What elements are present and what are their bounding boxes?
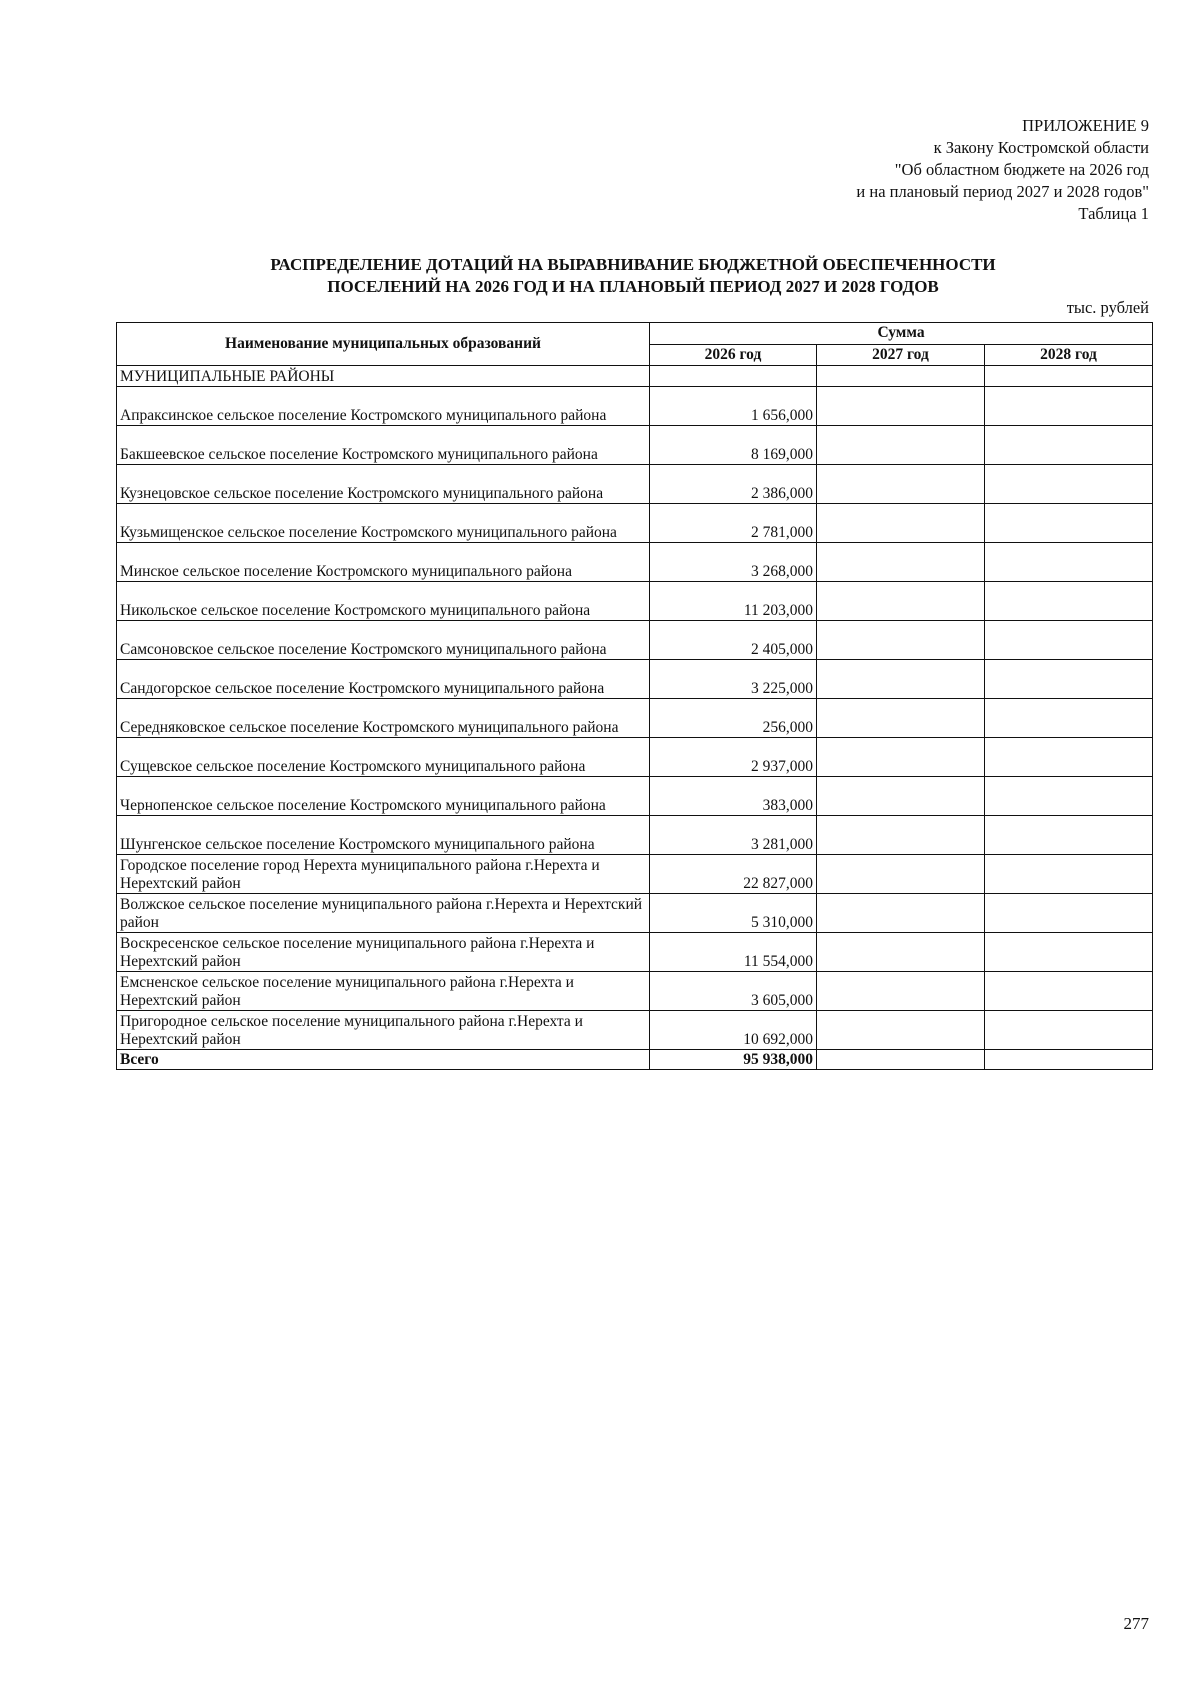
settlement-name: Воскресенское сельское поселение муниципального района г.Нерехта и Нерехтский район (117, 933, 650, 972)
settlement-name: Минское сельское поселение Костромского муниципального района (117, 543, 650, 582)
table-row (117, 738, 1153, 777)
appendix-law: к Закону Костромской области (933, 138, 1149, 157)
amount-2027 (817, 933, 985, 972)
amount-2028 (985, 621, 1153, 660)
table-row (117, 933, 1153, 972)
document-title-line-2: ПОСЕЛЕНИЙ НА 2026 ГОД И НА ПЛАНОВЫЙ ПЕРИОД 2027 И 2028 ГОДОВ (327, 277, 939, 296)
table-row (117, 660, 1153, 699)
table-row (117, 465, 1153, 504)
amount-2026: 3 268,000 (650, 543, 817, 582)
amount-2027 (817, 816, 985, 855)
settlement-name: Емсненское сельское поселение муниципального района г.Нерехта и Нерехтский район (117, 972, 650, 1011)
amount-2026: 22 827,000 (650, 855, 817, 894)
settlement-name: Чернопенское сельское поселение Костромского муниципального района (117, 777, 650, 816)
table-row (117, 1011, 1153, 1050)
amount-2026: 383,000 (650, 777, 817, 816)
settlement-name: Волжское сельское поселение муниципального района г.Нерехта и Нерехтский район (117, 894, 650, 933)
amount-2026: 256,000 (650, 699, 817, 738)
amount-2027 (817, 504, 985, 543)
table-row (117, 543, 1153, 582)
total-row (117, 1050, 1153, 1070)
amount-2027 (817, 1011, 985, 1050)
units-label: тыс. рублей (1066, 298, 1149, 317)
settlement-name: Городское поселение город Нерехта муниципального района г.Нерехта и Нерехтский район (117, 855, 650, 894)
amount-2028 (985, 543, 1153, 582)
amount-2028 (985, 660, 1153, 699)
table-row (117, 972, 1153, 1011)
amount-2027 (817, 972, 985, 1011)
total-2027 (817, 1050, 985, 1070)
amount-2028 (985, 465, 1153, 504)
amount-2026: 3 281,000 (650, 816, 817, 855)
table-row (117, 816, 1153, 855)
amount-2027 (817, 894, 985, 933)
settlement-name: Сандогорское сельское поселение Костромского муниципального района (117, 660, 650, 699)
document-title (108, 254, 1158, 298)
total-2026: 95 938,000 (650, 1050, 817, 1070)
amount-2027 (817, 777, 985, 816)
table-row (117, 426, 1153, 465)
empty-cell (985, 366, 1153, 387)
amount-2026: 2 781,000 (650, 504, 817, 543)
total-label: Всего (117, 1050, 650, 1070)
amount-2026: 2 405,000 (650, 621, 817, 660)
amount-2028 (985, 972, 1153, 1011)
header-year-2027: 2027 год (817, 344, 985, 366)
page-number: 277 (1123, 1614, 1149, 1633)
amount-2028 (985, 816, 1153, 855)
amount-2027 (817, 855, 985, 894)
amount-2026: 3 605,000 (650, 972, 817, 1011)
amount-2028 (985, 894, 1153, 933)
amount-2028 (985, 933, 1153, 972)
amount-2028 (985, 777, 1153, 816)
subsidy-table (116, 322, 1153, 1070)
amount-2028 (985, 426, 1153, 465)
amount-2027 (817, 738, 985, 777)
table-row (117, 504, 1153, 543)
amount-2027 (817, 582, 985, 621)
amount-2027 (817, 621, 985, 660)
settlement-name: Апраксинское сельское поселение Костромского муниципального района (117, 387, 650, 426)
amount-2026: 11 203,000 (650, 582, 817, 621)
table-row (117, 777, 1153, 816)
amount-2027 (817, 543, 985, 582)
amount-2028 (985, 582, 1153, 621)
appendix-header (856, 115, 1149, 225)
settlement-name: Никольское сельское поселение Костромского муниципального района (117, 582, 650, 621)
amount-2026: 1 656,000 (650, 387, 817, 426)
amount-2026: 2 937,000 (650, 738, 817, 777)
amount-2028 (985, 855, 1153, 894)
amount-2028 (985, 504, 1153, 543)
amount-2026: 8 169,000 (650, 426, 817, 465)
settlement-name: Бакшеевское сельское поселение Костромского муниципального района (117, 426, 650, 465)
appendix-law-period: и на плановый период 2027 и 2028 годов" (856, 182, 1149, 201)
appendix-law-name: "Об областном бюджете на 2026 год (894, 160, 1149, 179)
header-sum: Сумма (650, 323, 1153, 345)
amount-2027 (817, 465, 985, 504)
amount-2026: 2 386,000 (650, 465, 817, 504)
header-name: Наименование муниципальных образований (117, 323, 650, 366)
appendix-table-label: Таблица 1 (1078, 204, 1149, 223)
settlement-name: Кузнецовское сельское поселение Костромского муниципального района (117, 465, 650, 504)
settlement-name: Кузьмищенское сельское поселение Костромского муниципального района (117, 504, 650, 543)
header-year-2028: 2028 год (985, 344, 1153, 366)
table-row (117, 855, 1153, 894)
header-year-2026: 2026 год (650, 344, 817, 366)
table-row (117, 387, 1153, 426)
settlement-name: Середняковское сельское поселение Костромского муниципального района (117, 699, 650, 738)
amount-2027 (817, 387, 985, 426)
amount-2028 (985, 1011, 1153, 1050)
appendix-title: ПРИЛОЖЕНИЕ 9 (1022, 116, 1149, 135)
amount-2027 (817, 426, 985, 465)
settlement-name: Шунгенское сельское поселение Костромского муниципального района (117, 816, 650, 855)
amount-2026: 3 225,000 (650, 660, 817, 699)
section-label: МУНИЦИПАЛЬНЫЕ РАЙОНЫ (117, 366, 650, 387)
amount-2026: 10 692,000 (650, 1011, 817, 1050)
table-row (117, 894, 1153, 933)
empty-cell (650, 366, 817, 387)
table-row (117, 699, 1153, 738)
amount-2028 (985, 387, 1153, 426)
settlement-name: Сущевское сельское поселение Костромского муниципального района (117, 738, 650, 777)
settlement-name: Самсоновское сельское поселение Костромского муниципального района (117, 621, 650, 660)
total-2028 (985, 1050, 1153, 1070)
amount-2027 (817, 699, 985, 738)
amount-2026: 5 310,000 (650, 894, 817, 933)
table-row (117, 582, 1153, 621)
amount-2028 (985, 699, 1153, 738)
amount-2028 (985, 738, 1153, 777)
settlement-name: Пригородное сельское поселение муниципального района г.Нерехта и Нерехтский район (117, 1011, 650, 1050)
document-title-line-1: РАСПРЕДЕЛЕНИЕ ДОТАЦИЙ НА ВЫРАВНИВАНИЕ БЮДЖЕТНОЙ ОБЕСПЕЧЕННОСТИ (270, 255, 996, 274)
empty-cell (817, 366, 985, 387)
amount-2027 (817, 660, 985, 699)
section-row (117, 366, 1153, 387)
amount-2026: 11 554,000 (650, 933, 817, 972)
table-row (117, 621, 1153, 660)
